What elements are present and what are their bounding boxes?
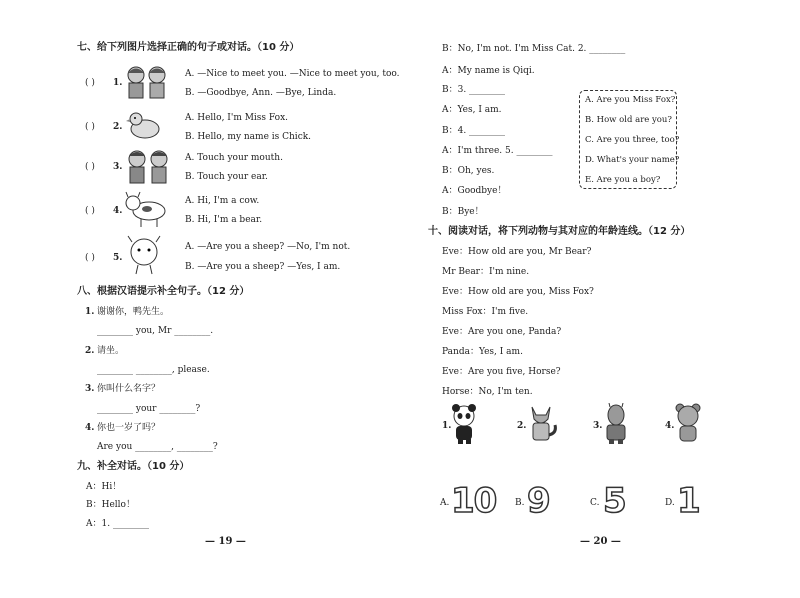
s8-cn-2: 请坐。 — [97, 346, 125, 356]
dialog-line-5: Eve：Are you one, Panda? — [442, 327, 562, 337]
animal-num-3: 3. — [593, 421, 603, 431]
s9c-line-7: B：Oh, yes. — [442, 166, 495, 176]
s8-num-2: 2. — [85, 346, 95, 356]
s8-cn-4: 你也一岁了吗？ — [97, 423, 161, 433]
s9c-line-6[interactable]: A：I'm three. 5. ________ — [442, 146, 553, 156]
s9-line-2: B：Hello！ — [86, 500, 135, 510]
dialog-line-2: Mr Bear：I'm nine. — [442, 267, 530, 277]
s9c-line-4: A：Yes, I am. — [442, 105, 502, 115]
age-number-d[interactable]: 1 — [677, 481, 700, 521]
option-box-e: E. Are you a boy? — [585, 175, 661, 185]
s9-line-3[interactable]: A：1. ________ — [86, 519, 149, 529]
option-box-a: A. Are you Miss Fox? — [585, 95, 676, 105]
s9c-line-3[interactable]: B：3. ________ — [442, 85, 506, 95]
age-number-a[interactable]: 10 — [451, 481, 497, 521]
s8-en-2[interactable]: ________ ________, please. — [97, 365, 210, 375]
animal-num-2: 2. — [517, 421, 527, 431]
option-1b: B. —Goodbye, Ann. —Bye, Linda. — [185, 88, 337, 98]
item-num-4: 4. — [113, 206, 123, 216]
option-3a: A. Touch your mouth. — [185, 153, 283, 163]
s8-num-1: 1. — [85, 307, 95, 317]
option-2a: A. Hello, I'm Miss Fox. — [185, 113, 289, 123]
dialog-line-7: Eve：Are you five, Horse? — [442, 367, 561, 377]
s9c-line-5[interactable]: B：4. ________ — [442, 126, 506, 136]
option-5a: A. —Are you a sheep? —No, I'm not. — [185, 242, 351, 252]
age-number-b[interactable]: 9 — [527, 481, 550, 521]
cow-picture — [123, 189, 169, 229]
s9-line-1: A：Hi！ — [86, 482, 122, 492]
page-number-right: — 20 — — [580, 536, 621, 547]
s8-en-3[interactable]: ________ your ________? — [97, 404, 201, 414]
s8-cn-1: 谢谢你，鸭先生。 — [97, 307, 170, 317]
s8-num-4: 4. — [85, 423, 95, 433]
s8-cn-3: 你叫什么名字？ — [97, 384, 161, 394]
option-box-c: C. Are you three, too? — [585, 135, 680, 145]
s8-en-1[interactable]: ________ you, Mr ________. — [97, 326, 214, 336]
s8-en-4[interactable]: Are you ________, ________? — [97, 442, 218, 452]
panda-picture[interactable] — [448, 403, 480, 445]
s9c-line-9: B：Bye！ — [442, 207, 484, 217]
option-4a: A. Hi, I'm a cow. — [185, 196, 260, 206]
options-box — [579, 90, 680, 189]
option-2b: B. Hello, my name is Chick. — [185, 132, 312, 142]
answer-paren-4[interactable]: ( ) — [85, 206, 95, 216]
age-letter-c: C. — [590, 498, 600, 508]
age-letter-b: B. — [515, 498, 525, 508]
bear-picture[interactable] — [672, 403, 704, 445]
dialog-line-8: Horse：No, I'm ten. — [442, 387, 533, 397]
section-10-title: 十、阅读对话，将下列动物与其对应的年龄连线。（12 分） — [428, 226, 691, 237]
horse-picture[interactable] — [600, 403, 632, 445]
page-number-left: — 19 — — [205, 536, 246, 547]
fox-picture[interactable] — [524, 403, 558, 445]
section-7-title: 七、给下列图片选择正确的句子或对话。（10 分） — [77, 42, 300, 53]
dialog-line-4: Miss Fox：I'm five. — [442, 307, 529, 317]
answer-paren-1[interactable]: ( ) — [85, 78, 95, 88]
s8-num-3: 3. — [85, 384, 95, 394]
answer-paren-3[interactable]: ( ) — [85, 162, 95, 172]
answer-paren-5[interactable]: ( ) — [85, 253, 95, 263]
dialog-line-6: Panda：Yes, I am. — [442, 347, 523, 357]
item-num-1: 1. — [113, 78, 123, 88]
option-5b: B. —Are you a sheep? —Yes, I am. — [185, 262, 341, 272]
option-box-d: D. What's your name? — [585, 155, 680, 165]
age-number-c[interactable]: 5 — [603, 481, 626, 521]
item-num-2: 2. — [113, 122, 123, 132]
children-touching-picture — [123, 148, 173, 186]
item-num-5: 5. — [113, 253, 123, 263]
option-1a: A. —Nice to meet you. —Nice to meet you, too. — [185, 69, 400, 79]
answer-paren-2[interactable]: ( ) — [85, 122, 95, 132]
section-9-title: 九、补全对话。（10 分） — [77, 461, 190, 472]
chick-picture — [125, 110, 163, 140]
s9c-line-1[interactable]: B：No, I'm not. I'm Miss Cat. 2. ________ — [442, 44, 626, 54]
s9c-line-8: A：Goodbye！ — [442, 186, 507, 196]
two-girls-picture — [123, 64, 171, 102]
item-num-3: 3. — [113, 162, 123, 172]
age-letter-a: A. — [440, 498, 450, 508]
option-box-b: B. How old are you? — [585, 115, 672, 125]
animal-num-4: 4. — [665, 421, 675, 431]
dialog-line-3: Eve：How old are you, Miss Fox? — [442, 287, 594, 297]
s9c-line-2: A：My name is Qiqi. — [442, 66, 535, 76]
sheep-picture — [124, 234, 164, 276]
dialog-line-1: Eve：How old are you, Mr Bear? — [442, 247, 592, 257]
section-8-title: 八、根据汉语提示补全句子。（12 分） — [77, 286, 250, 297]
animal-num-1: 1. — [442, 421, 452, 431]
age-letter-d: D. — [665, 498, 675, 508]
option-4b: B. Hi, I'm a bear. — [185, 215, 263, 225]
option-3b: B. Touch your ear. — [185, 172, 268, 182]
